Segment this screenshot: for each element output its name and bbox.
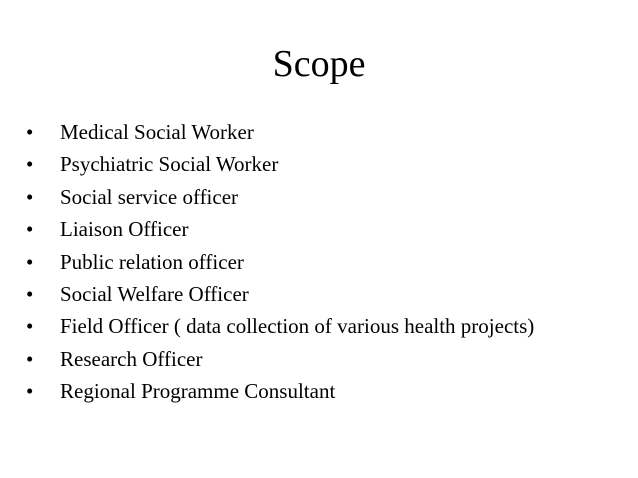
list-item-text: Social Welfare Officer: [60, 281, 249, 306]
list-item-text: Field Officer ( data collection of various health projects): [60, 314, 535, 339]
bullet-icon: •: [26, 379, 34, 404]
list-item-text: Regional Programme Consultant: [60, 379, 336, 404]
list-item: [26, 310, 626, 342]
list-item: [26, 343, 626, 375]
bullet-icon: •: [26, 249, 34, 274]
list-item: [26, 148, 626, 180]
bullet-icon: •: [26, 184, 34, 209]
bullet-icon: •: [26, 152, 34, 177]
bullet-icon: •: [26, 217, 34, 242]
list-item-text: Medical Social Worker: [60, 120, 254, 144]
bullet-icon: •: [26, 346, 34, 371]
bullet-icon: •: [26, 281, 34, 306]
bullet-icon: •: [26, 314, 34, 339]
list-item: [26, 181, 626, 213]
list-item: [26, 246, 626, 278]
list-item-text: Social service officer: [60, 184, 239, 209]
list-item: [26, 375, 626, 407]
slide-title: Scope: [272, 43, 366, 85]
list-item: [26, 278, 626, 310]
bullet-icon: •: [26, 120, 34, 144]
list-item-text: Public relation officer: [60, 249, 244, 274]
list-item-text: Psychiatric Social Worker: [60, 152, 279, 177]
list-item-text: Liaison Officer: [60, 217, 189, 242]
list-item: [26, 213, 626, 245]
bullet-list: [26, 116, 626, 408]
list-item: [26, 116, 626, 148]
list-item-text: Research Officer: [60, 346, 203, 371]
